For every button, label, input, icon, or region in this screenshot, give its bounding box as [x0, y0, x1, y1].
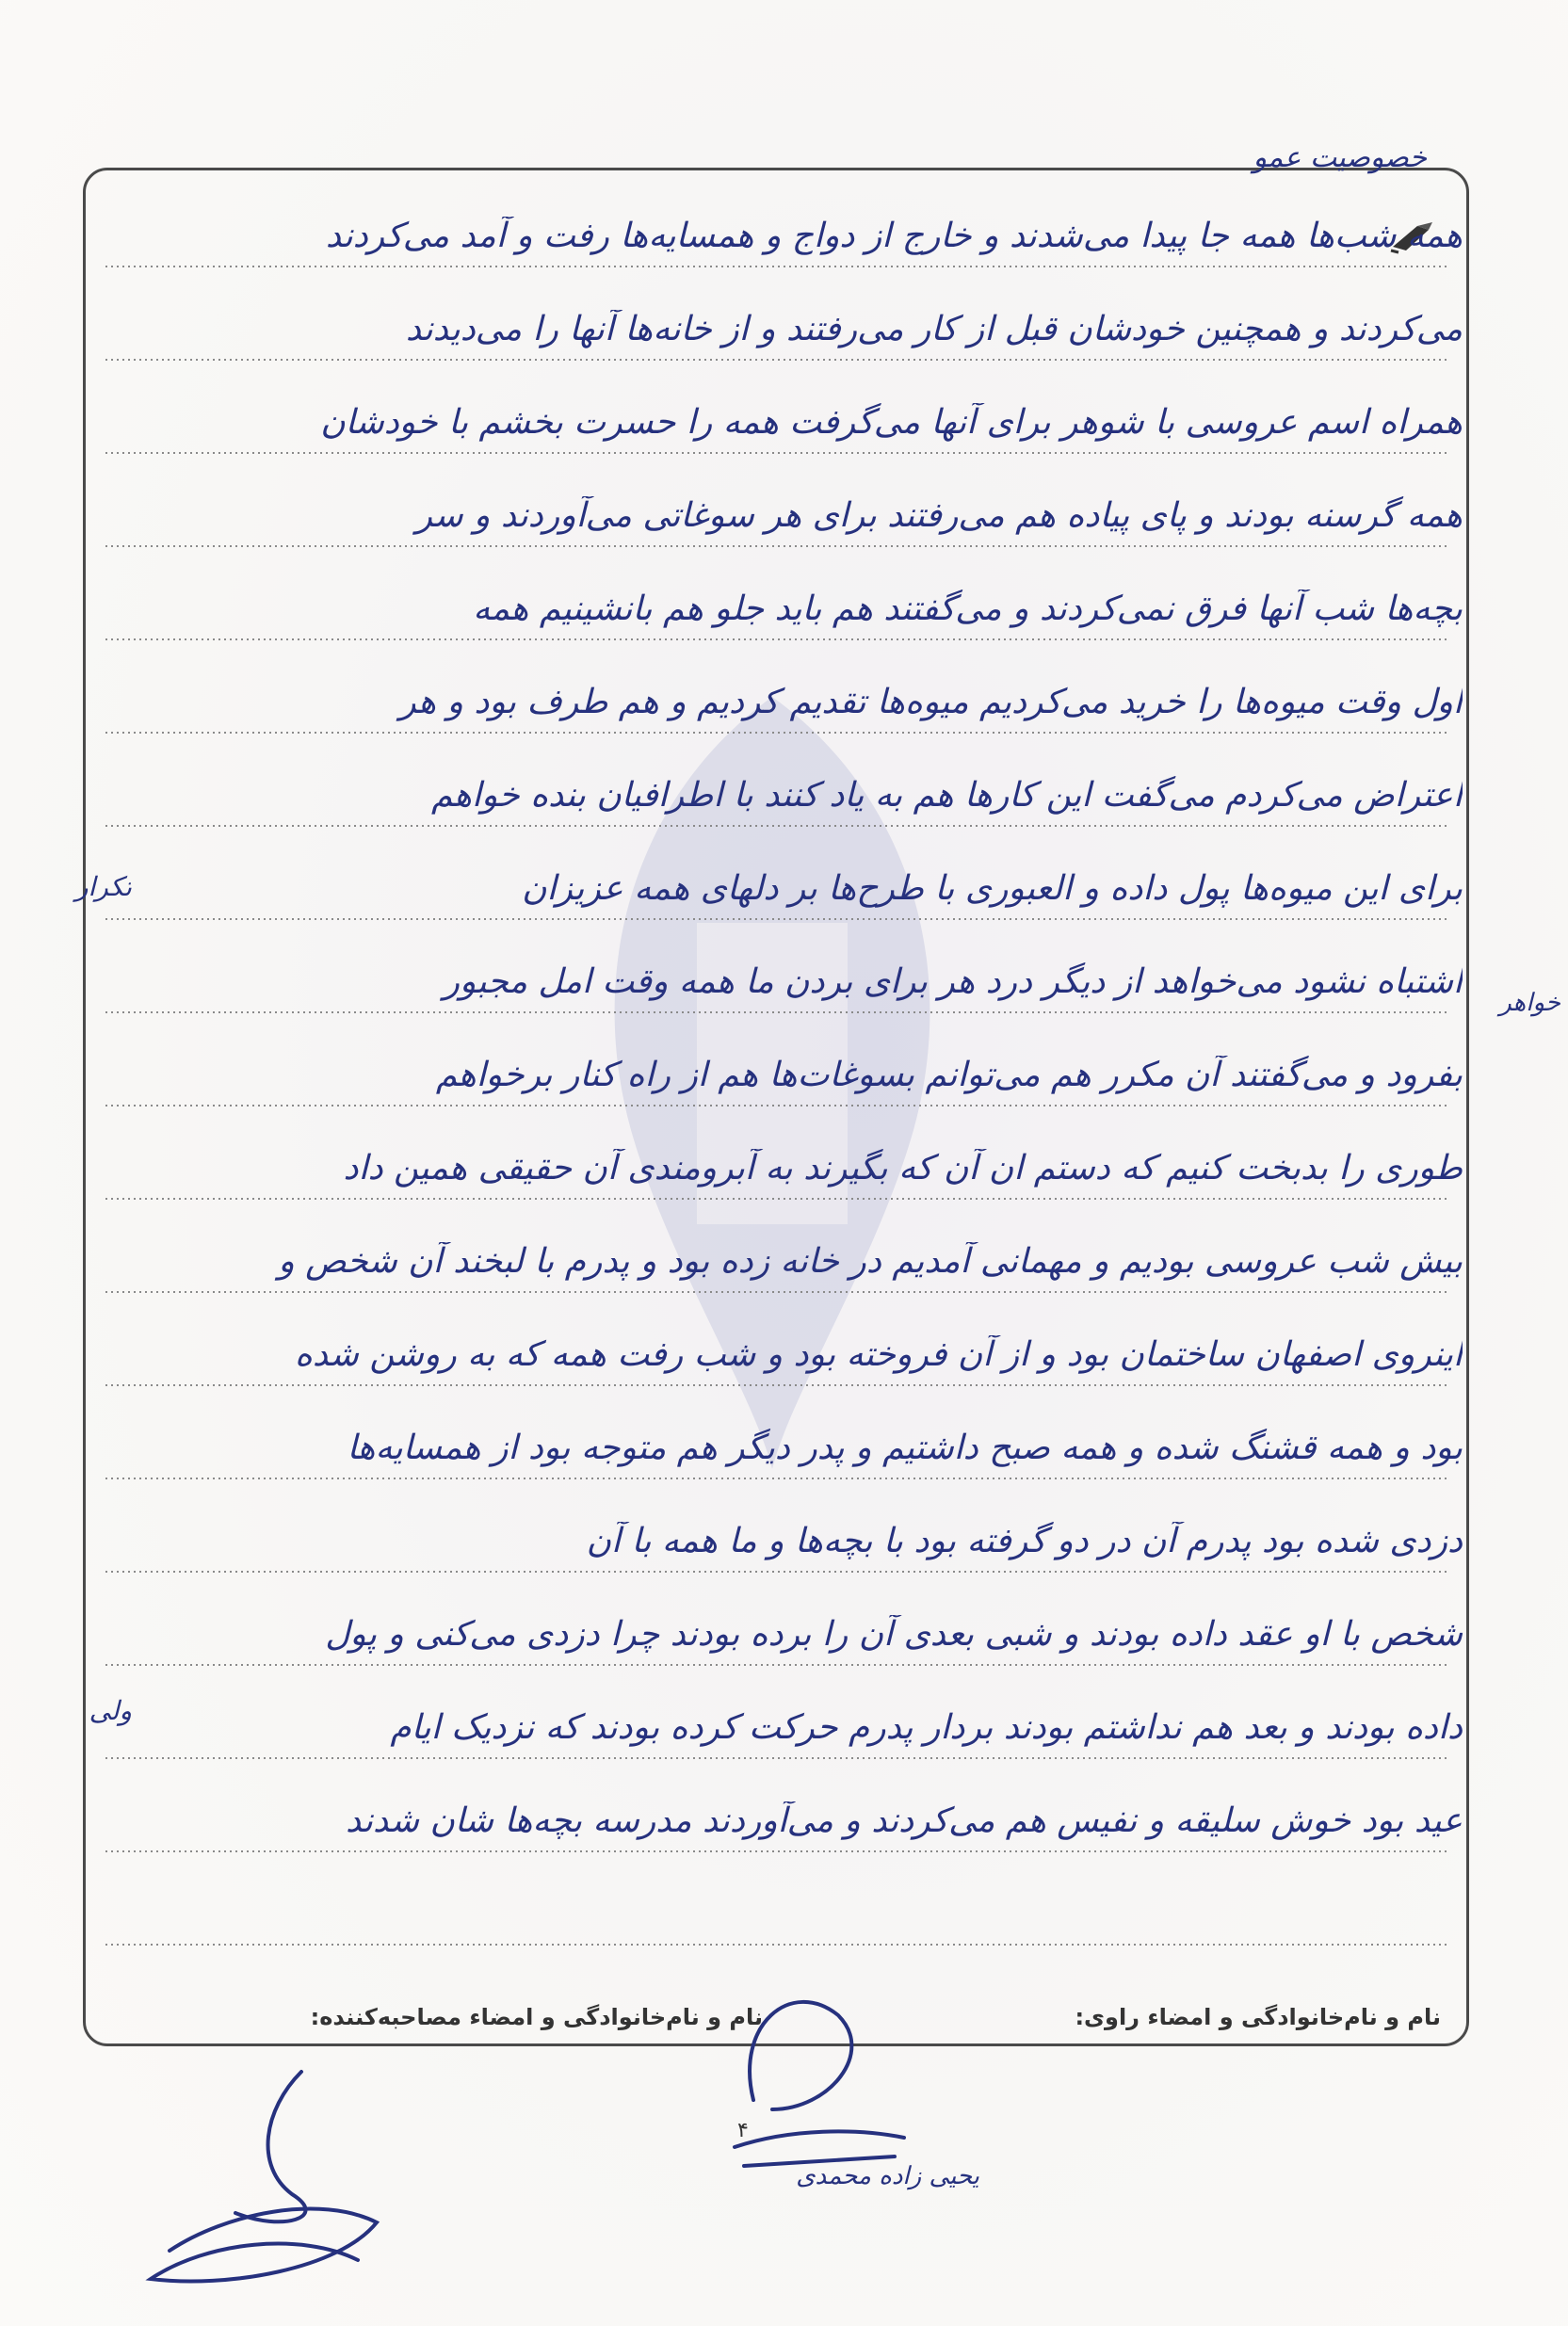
handwritten-line-4: همه گرسنه بودند و پای پیاده هم می‌رفتند برای هر سوغاتی می‌آوردند و سر: [415, 496, 1463, 535]
handwritten-line-12: بیش شب عروسی بودیم و مهمانی آمدیم در خانه زده بود و پدرم با لبخند آن شخص و: [278, 1242, 1463, 1281]
handwritten-line-16: شخص با او عقد داده بودند و شبی بعدی آن را برده بودند چرا دزدی می‌کنی و پول: [325, 1615, 1463, 1654]
handwritten-line-17: داده بودند و بعد هم نداشتم بودند بردار پدرم حرکت کرده بودند که نزدیک ایام: [390, 1708, 1463, 1747]
handwritten-line-7: اعتراض می‌کردم می‌گفت این کارها هم به یاد کنند با اطرافیان بنده خواهم: [431, 776, 1463, 815]
margin-note-top: خصوصیت عمو: [1253, 141, 1427, 174]
handwritten-line-3: همراه اسم عروسی با شوهر برای آنها می‌گرفت همه را حسرت بخشم با خودشان: [320, 403, 1463, 442]
page-number: ۴: [737, 2119, 749, 2142]
narrator-signature: [113, 2053, 414, 2298]
interviewer-signature: [716, 1968, 923, 2194]
handwritten-line-10: بفرود و می‌گفتند آن مکرر هم می‌توانم بسوغات‌ها هم از راه کنار برخواهم: [435, 1056, 1463, 1094]
handwritten-line-11: طوری را بدبخت کنیم که دستم ان آن که بگیرند به آبرومندی آن حقیقی همین داد: [343, 1149, 1463, 1187]
handwritten-line-2: می‌کردند و همچنین خودشان قبل از کار می‌رفتند و از خانه‌ها آنها را می‌دیدند: [405, 310, 1463, 348]
margin-note-right: خواهر: [1499, 989, 1560, 1017]
narrator-signature-label: نام و نام‌خانوادگی و امضاء راوی:: [1075, 2004, 1441, 2030]
handwritten-line-9: اشتباه نشود می‌خواهد از دیگر درد هر برای بردن ما همه وقت امل مجبور: [443, 962, 1463, 1001]
handwritten-line-13: اینروی اصفهان ساختمان بود و از آن فروخته بود و شب رفت همه که به روشن شده: [295, 1335, 1463, 1374]
handwritten-line-5: بچه‌ها شب آنها فرق نمی‌کردند و می‌گفتند هم باید جلو هم بانشینیم همه: [473, 590, 1463, 628]
handwritten-line-8: برای این میوه‌ها پول داده و العبوری با طرح‌ها بر دلهای همه عزیزان: [522, 869, 1463, 908]
interviewer-signature-caption: یحیی زاده محمدی: [796, 2162, 979, 2190]
handwritten-line-6: اول وقت میوه‌ها را خرید می‌کردیم میوه‌ها تقدیم کردیم و هم طرف بود و هر: [399, 683, 1463, 721]
interviewer-signature-label: نام و نام‌خانوادگی و امضاء مصاحبه‌کننده:: [310, 2004, 763, 2030]
margin-note-left-2: ولی: [89, 1695, 132, 1726]
handwritten-line-14: بود و همه قشنگ شده و همه صبح داشتیم و پدر دیگر هم متوجه بود از همسایه‌ها: [347, 1429, 1463, 1467]
handwritten-line-1: همه شب‌ها همه جا پیدا می‌شدند و خارج از دواج و همسایه‌ها رفت و آمد می‌کردند: [325, 217, 1463, 255]
handwritten-line-15: دزدی شده بود پدرم آن در دو گرفته بود با بچه‌ها و ما همه با آن: [586, 1522, 1463, 1560]
margin-note-left-1: تکرار: [74, 871, 132, 902]
handwritten-line-18: عید بود خوش سلیقه و نفیس هم می‌کردند و می‌آوردند مدرسه بچه‌ها شان شدند: [346, 1801, 1463, 1840]
